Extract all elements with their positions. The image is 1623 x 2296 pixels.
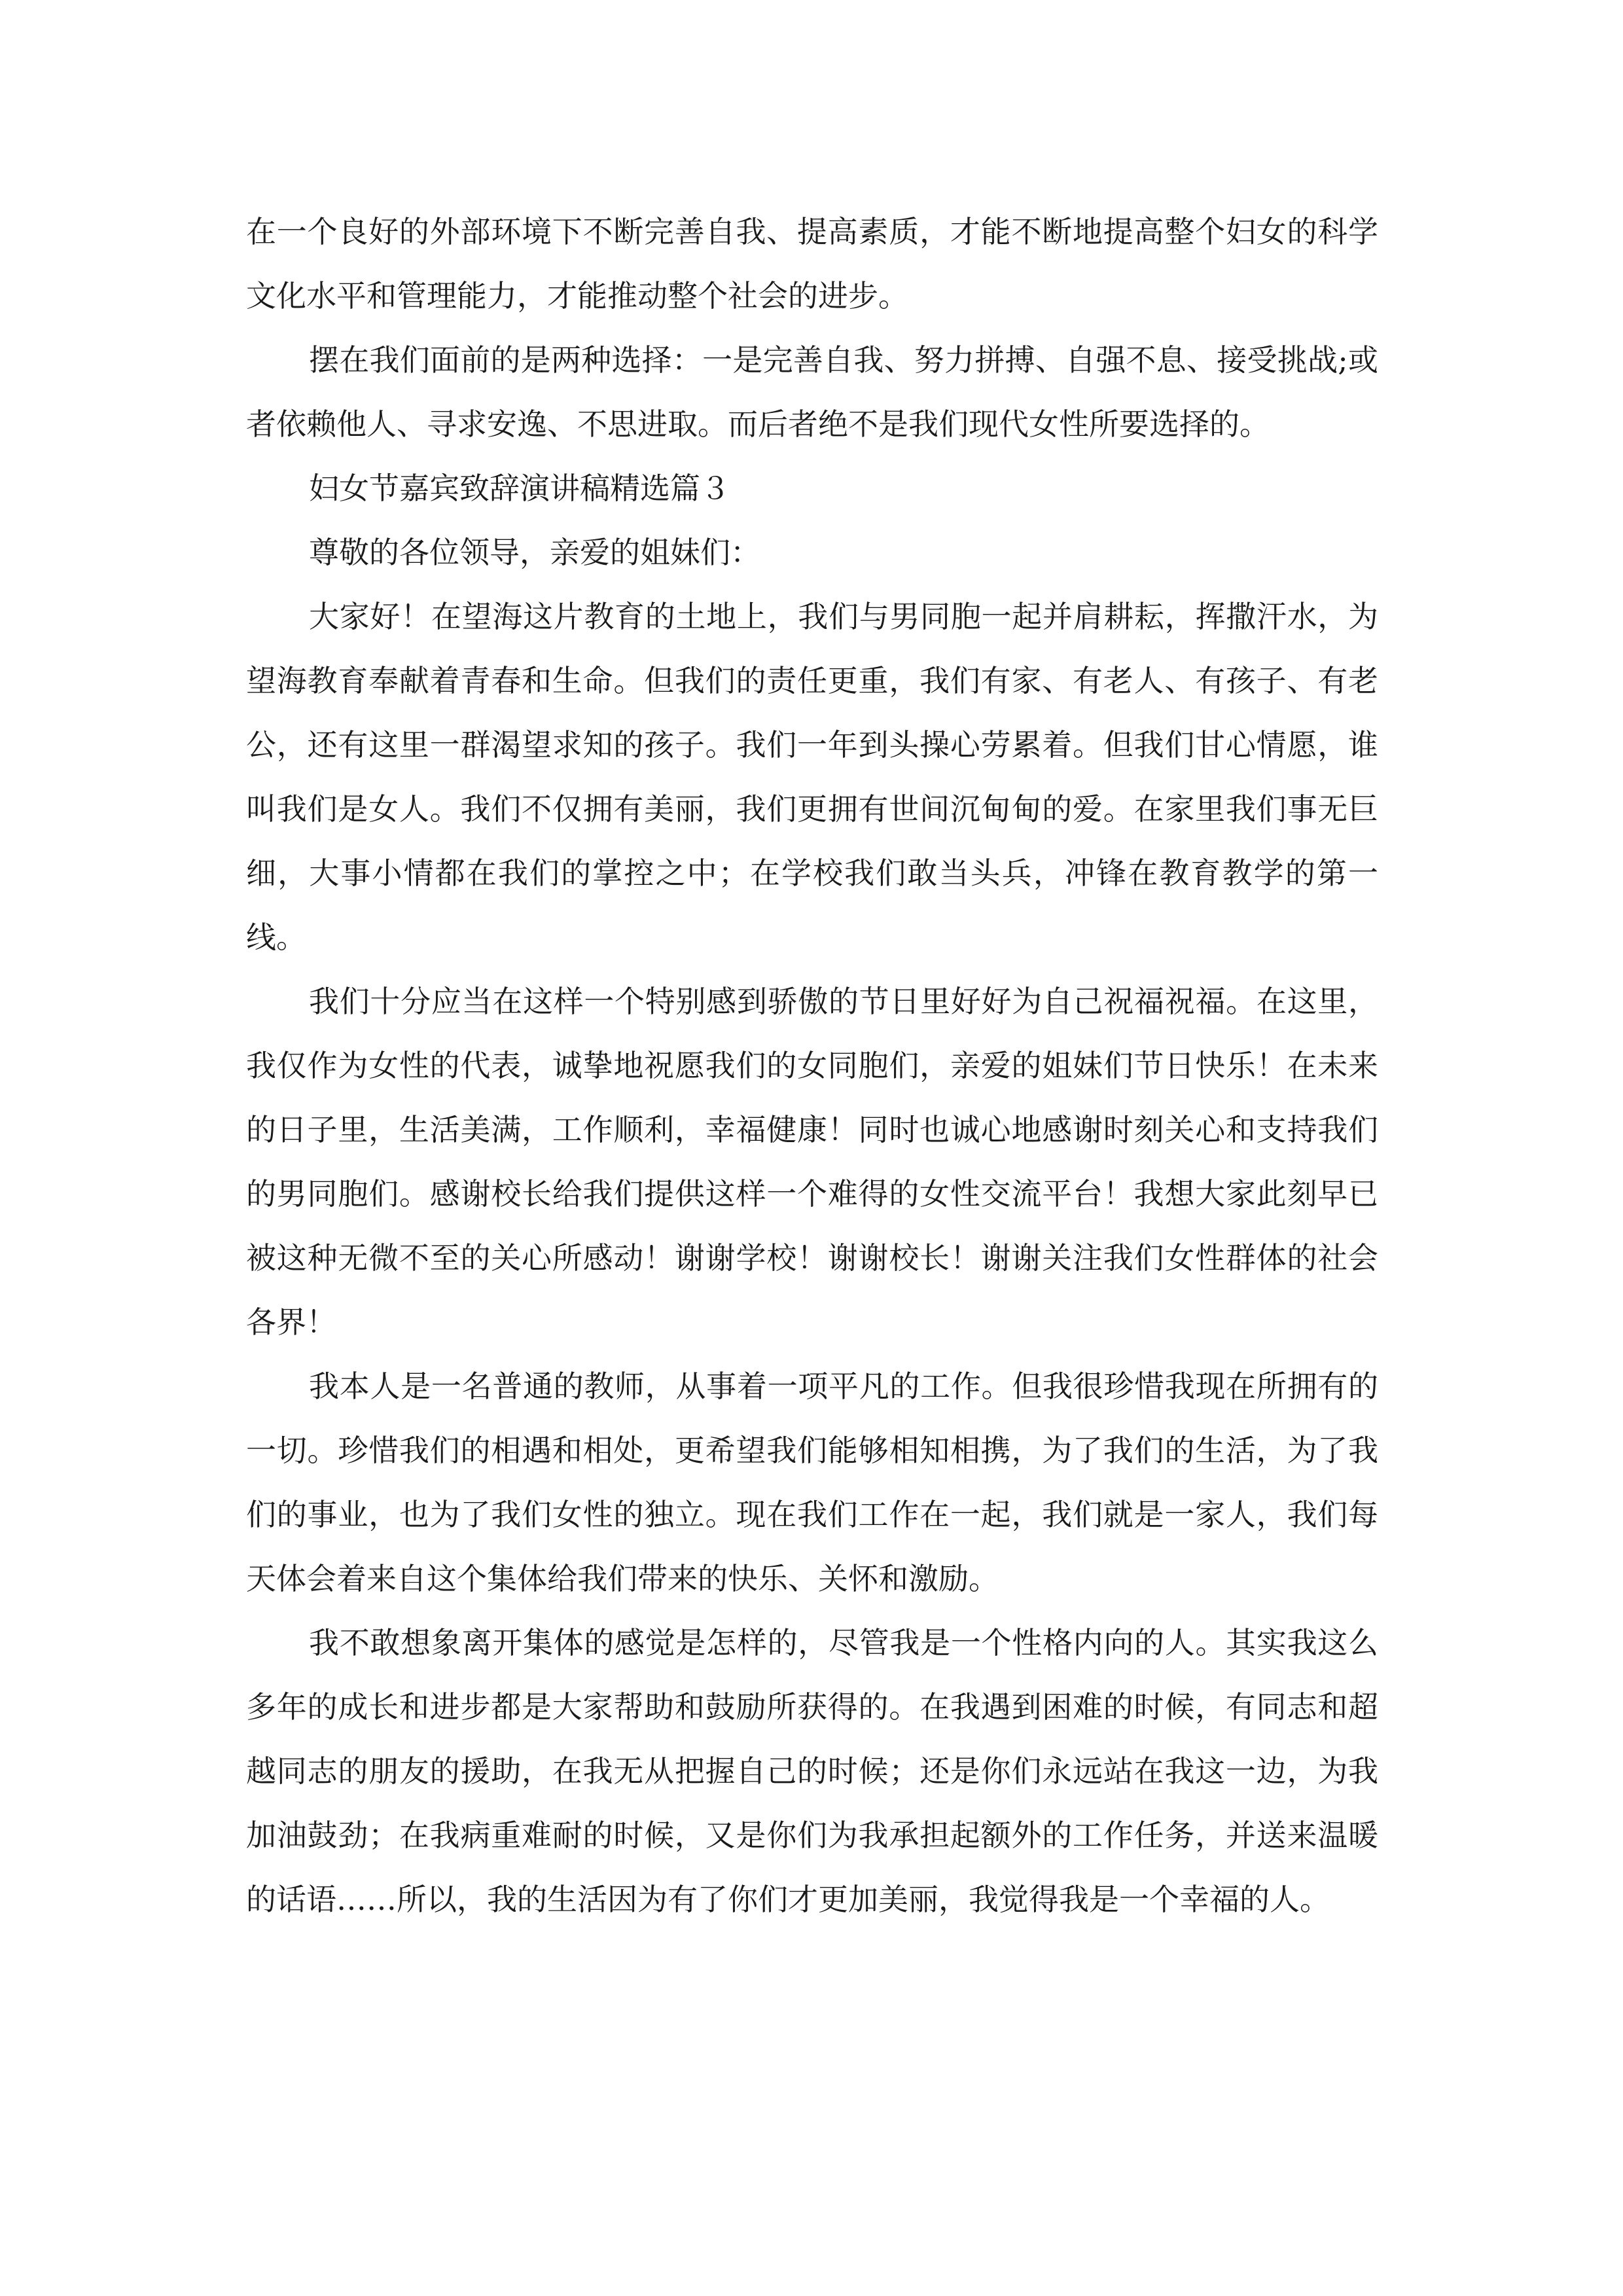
paragraph-greeting: 大家好！在望海这片教育的土地上，我们与男同胞一起并肩耕耘，挥撒汗水，为望海教育奉献着青春和生命。但我们的责任更重，我们有家、有老人、有孩子、有老公，还有这里一群渴望求知的孩子。我们一年到头操心劳累着。但我们甘心情愿，谁叫我们是女人。我们不仅拥有美丽，我们更拥有世间沉甸甸的爱。在家里我们事无巨细，大事小情都在我们的掌控之中；在学校我们敢当头兵，冲锋在教育教学的第一线。	[246, 599, 1378, 955]
salutation: 尊敬的各位领导，亲爱的姐妹们：	[309, 535, 760, 570]
paragraph-ordinary-teacher: 我本人是一名普通的教师，从事着一项平凡的工作。但我很珍惜我现在所拥有的一切。珍惜我们的相遇和相处，更希望我们能够相知相携，为了我们的生活，为了我们的事业，也为了我们女性的独立。现在我们工作在一起，我们就是一家人，我们每天体会着来自这个集体给我们带来的快乐、关怀和激励。	[246, 1369, 1378, 1596]
paragraph-collective: 我不敢想象离开集体的感觉是怎样的，尽管我是一个性格内向的人。其实我这么多年的成长和进步都是大家帮助和鼓励所获得的。在我遇到困难的时候，有同志和超越同志的朋友的援助，在我无从把握自己的时候；还是你们永远站在我这一边，为我加油鼓劲；在我病重难耐的时候，又是你们为我承担起额外的工作任务，并送来温暖的话语……所以，我的生活因为有了你们才更加美丽，我觉得我是一个幸福的人。	[246, 1625, 1378, 1917]
paragraph-blessing: 我们十分应当在这样一个特别感到骄傲的节日里好好为自己祝福祝福。在这里，我仅作为女性的代表，诚挚地祝愿我们的女同胞们，亲爱的姐妹们节日快乐！在未来的日子里，生活美满，工作顺利，幸福健康！同时也诚心地感谢时刻关心和支持我们的男同胞们。感谢校长给我们提供这样一个难得的女性交流平台！我想大家此刻早已被这种无微不至的关心所感动！谢谢学校！谢谢校长！谢谢关注我们女性群体的社会各界！	[246, 984, 1378, 1340]
paragraph-two-choices: 摆在我们面前的是两种选择：一是完善自我、努力拼搏、自强不息、接受挑战;或者依赖他人、寻求安逸、不思进取。而后者绝不是我们现代女性所要选择的。	[246, 342, 1378, 442]
document-body	[246, 200, 1378, 1931]
paragraph-continuation: 在一个良好的外部环境下不断完善自我、提高素质，才能不断地提高整个妇女的科学文化水平和管理能力，才能推动整个社会的进步。	[246, 214, 1378, 314]
section-heading: 妇女节嘉宾致辞演讲稿精选篇３	[309, 471, 730, 506]
